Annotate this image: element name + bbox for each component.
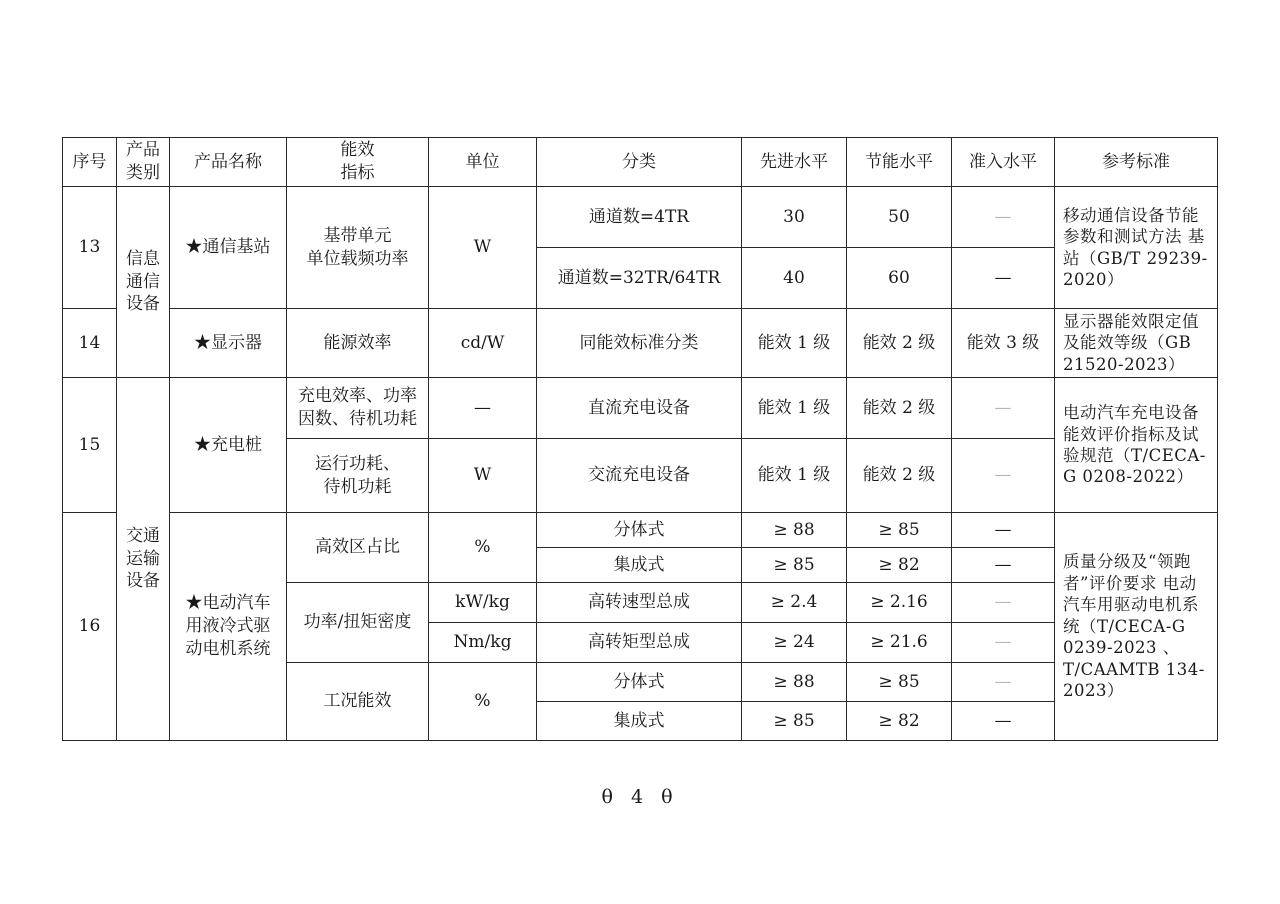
category-cell: 交通 运输 设备 bbox=[117, 378, 170, 741]
saving-cell: ≥ 85 bbox=[847, 513, 952, 548]
header-category: 产品 类别 bbox=[117, 138, 170, 187]
saving-cell: 能效 2 级 bbox=[847, 309, 952, 378]
header-indicator: 能效 指标 bbox=[287, 138, 429, 187]
seq-cell: 16 bbox=[63, 513, 117, 741]
unit-cell: W bbox=[429, 187, 537, 309]
classification-cell: 分体式 bbox=[537, 513, 742, 548]
saving-cell: 60 bbox=[847, 248, 952, 309]
energy-efficiency-table bbox=[62, 137, 1218, 741]
unit-cell: — bbox=[429, 378, 537, 439]
seq-cell: 15 bbox=[63, 378, 117, 513]
saving-cell: ≥ 82 bbox=[847, 702, 952, 741]
saving-cell: ≥ 2.16 bbox=[847, 583, 952, 623]
advanced-cell: 能效 1 级 bbox=[742, 439, 847, 513]
reference-cell: 显示器能效限定值及能效等级（GB 21520-2023） bbox=[1055, 309, 1218, 378]
advanced-cell: ≥ 2.4 bbox=[742, 583, 847, 623]
classification-cell: 分体式 bbox=[537, 663, 742, 702]
product-cell: ★电动汽车 用液冷式驱 动电机系统 bbox=[170, 513, 287, 741]
classification-cell: 通道数=32TR/64TR bbox=[537, 248, 742, 309]
unit-cell: % bbox=[429, 663, 537, 741]
advanced-cell: ≥ 85 bbox=[742, 702, 847, 741]
indicator-cell: 能源效率 bbox=[287, 309, 429, 378]
saving-cell: ≥ 85 bbox=[847, 663, 952, 702]
reference-cell: 移动通信设备节能参数和测试方法 基站（GB/T 29239-2020） bbox=[1055, 187, 1218, 309]
table-row bbox=[63, 513, 1218, 548]
classification-cell: 高转速型总成 bbox=[537, 583, 742, 623]
saving-cell: 能效 2 级 bbox=[847, 439, 952, 513]
table-row bbox=[63, 378, 1218, 439]
saving-cell: ≥ 82 bbox=[847, 548, 952, 583]
indicator-cell: 基带单元 单位载频功率 bbox=[287, 187, 429, 309]
classification-cell: 集成式 bbox=[537, 702, 742, 741]
reference-cell: 质量分级及“领跑者”评价要求 电动汽车用驱动电机系统（T/CECA-G 0239-2023 、T/CAAMTB 134-2023） bbox=[1055, 513, 1218, 741]
header-seq: 序号 bbox=[63, 138, 117, 187]
classification-cell: 高转矩型总成 bbox=[537, 623, 742, 663]
product-cell: ★充电桩 bbox=[170, 378, 287, 513]
unit-cell: cd/W bbox=[429, 309, 537, 378]
table-row bbox=[63, 187, 1218, 248]
classification-cell: 直流充电设备 bbox=[537, 378, 742, 439]
product-cell: ★通信基站 bbox=[170, 187, 287, 309]
advanced-cell: 30 bbox=[742, 187, 847, 248]
saving-cell: ≥ 21.6 bbox=[847, 623, 952, 663]
entry-cell: — bbox=[952, 187, 1055, 248]
indicator-cell: 充电效率、功率 因数、待机功耗 bbox=[287, 378, 429, 439]
entry-cell: — bbox=[952, 663, 1055, 702]
advanced-cell: ≥ 88 bbox=[742, 663, 847, 702]
reference-cell: 电动汽车充电设备能效评价指标及试验规范（T/CECA-G 0208-2022） bbox=[1055, 378, 1218, 513]
unit-cell: W bbox=[429, 439, 537, 513]
classification-cell: 集成式 bbox=[537, 548, 742, 583]
header-classification: 分类 bbox=[537, 138, 742, 187]
entry-cell: — bbox=[952, 248, 1055, 309]
entry-cell: 能效 3 级 bbox=[952, 309, 1055, 378]
classification-cell: 通道数=4TR bbox=[537, 187, 742, 248]
entry-cell: — bbox=[952, 623, 1055, 663]
advanced-cell: 能效 1 级 bbox=[742, 309, 847, 378]
entry-cell: — bbox=[952, 513, 1055, 548]
unit-cell: Nm/kg bbox=[429, 623, 537, 663]
header-product: 产品名称 bbox=[170, 138, 287, 187]
unit-cell: kW/kg bbox=[429, 583, 537, 623]
seq-cell: 14 bbox=[63, 309, 117, 378]
seq-cell: 13 bbox=[63, 187, 117, 309]
category-cell: 信息 通信 设备 bbox=[117, 187, 170, 378]
advanced-cell: ≥ 88 bbox=[742, 513, 847, 548]
entry-cell: — bbox=[952, 702, 1055, 741]
table-row bbox=[63, 309, 1218, 378]
entry-cell: — bbox=[952, 548, 1055, 583]
unit-cell: % bbox=[429, 513, 537, 583]
advanced-cell: 能效 1 级 bbox=[742, 378, 847, 439]
advanced-cell: 40 bbox=[742, 248, 847, 309]
entry-cell: — bbox=[952, 583, 1055, 623]
header-entry: 准入水平 bbox=[952, 138, 1055, 187]
advanced-cell: ≥ 24 bbox=[742, 623, 847, 663]
advanced-cell: ≥ 85 bbox=[742, 548, 847, 583]
entry-cell: — bbox=[952, 378, 1055, 439]
entry-cell: — bbox=[952, 439, 1055, 513]
product-cell: ★显示器 bbox=[170, 309, 287, 378]
header-advanced: 先进水平 bbox=[742, 138, 847, 187]
header-saving: 节能水平 bbox=[847, 138, 952, 187]
saving-cell: 能效 2 级 bbox=[847, 378, 952, 439]
saving-cell: 50 bbox=[847, 187, 952, 248]
page-number: θ 4 θ bbox=[601, 786, 679, 808]
table-header-row bbox=[63, 138, 1218, 187]
indicator-cell: 功率/扭矩密度 bbox=[287, 583, 429, 663]
indicator-cell: 高效区占比 bbox=[287, 513, 429, 583]
classification-cell: 同能效标准分类 bbox=[537, 309, 742, 378]
classification-cell: 交流充电设备 bbox=[537, 439, 742, 513]
indicator-cell: 运行功耗、 待机功耗 bbox=[287, 439, 429, 513]
indicator-cell: 工况能效 bbox=[287, 663, 429, 741]
header-unit: 单位 bbox=[429, 138, 537, 187]
header-reference: 参考标准 bbox=[1055, 138, 1218, 187]
